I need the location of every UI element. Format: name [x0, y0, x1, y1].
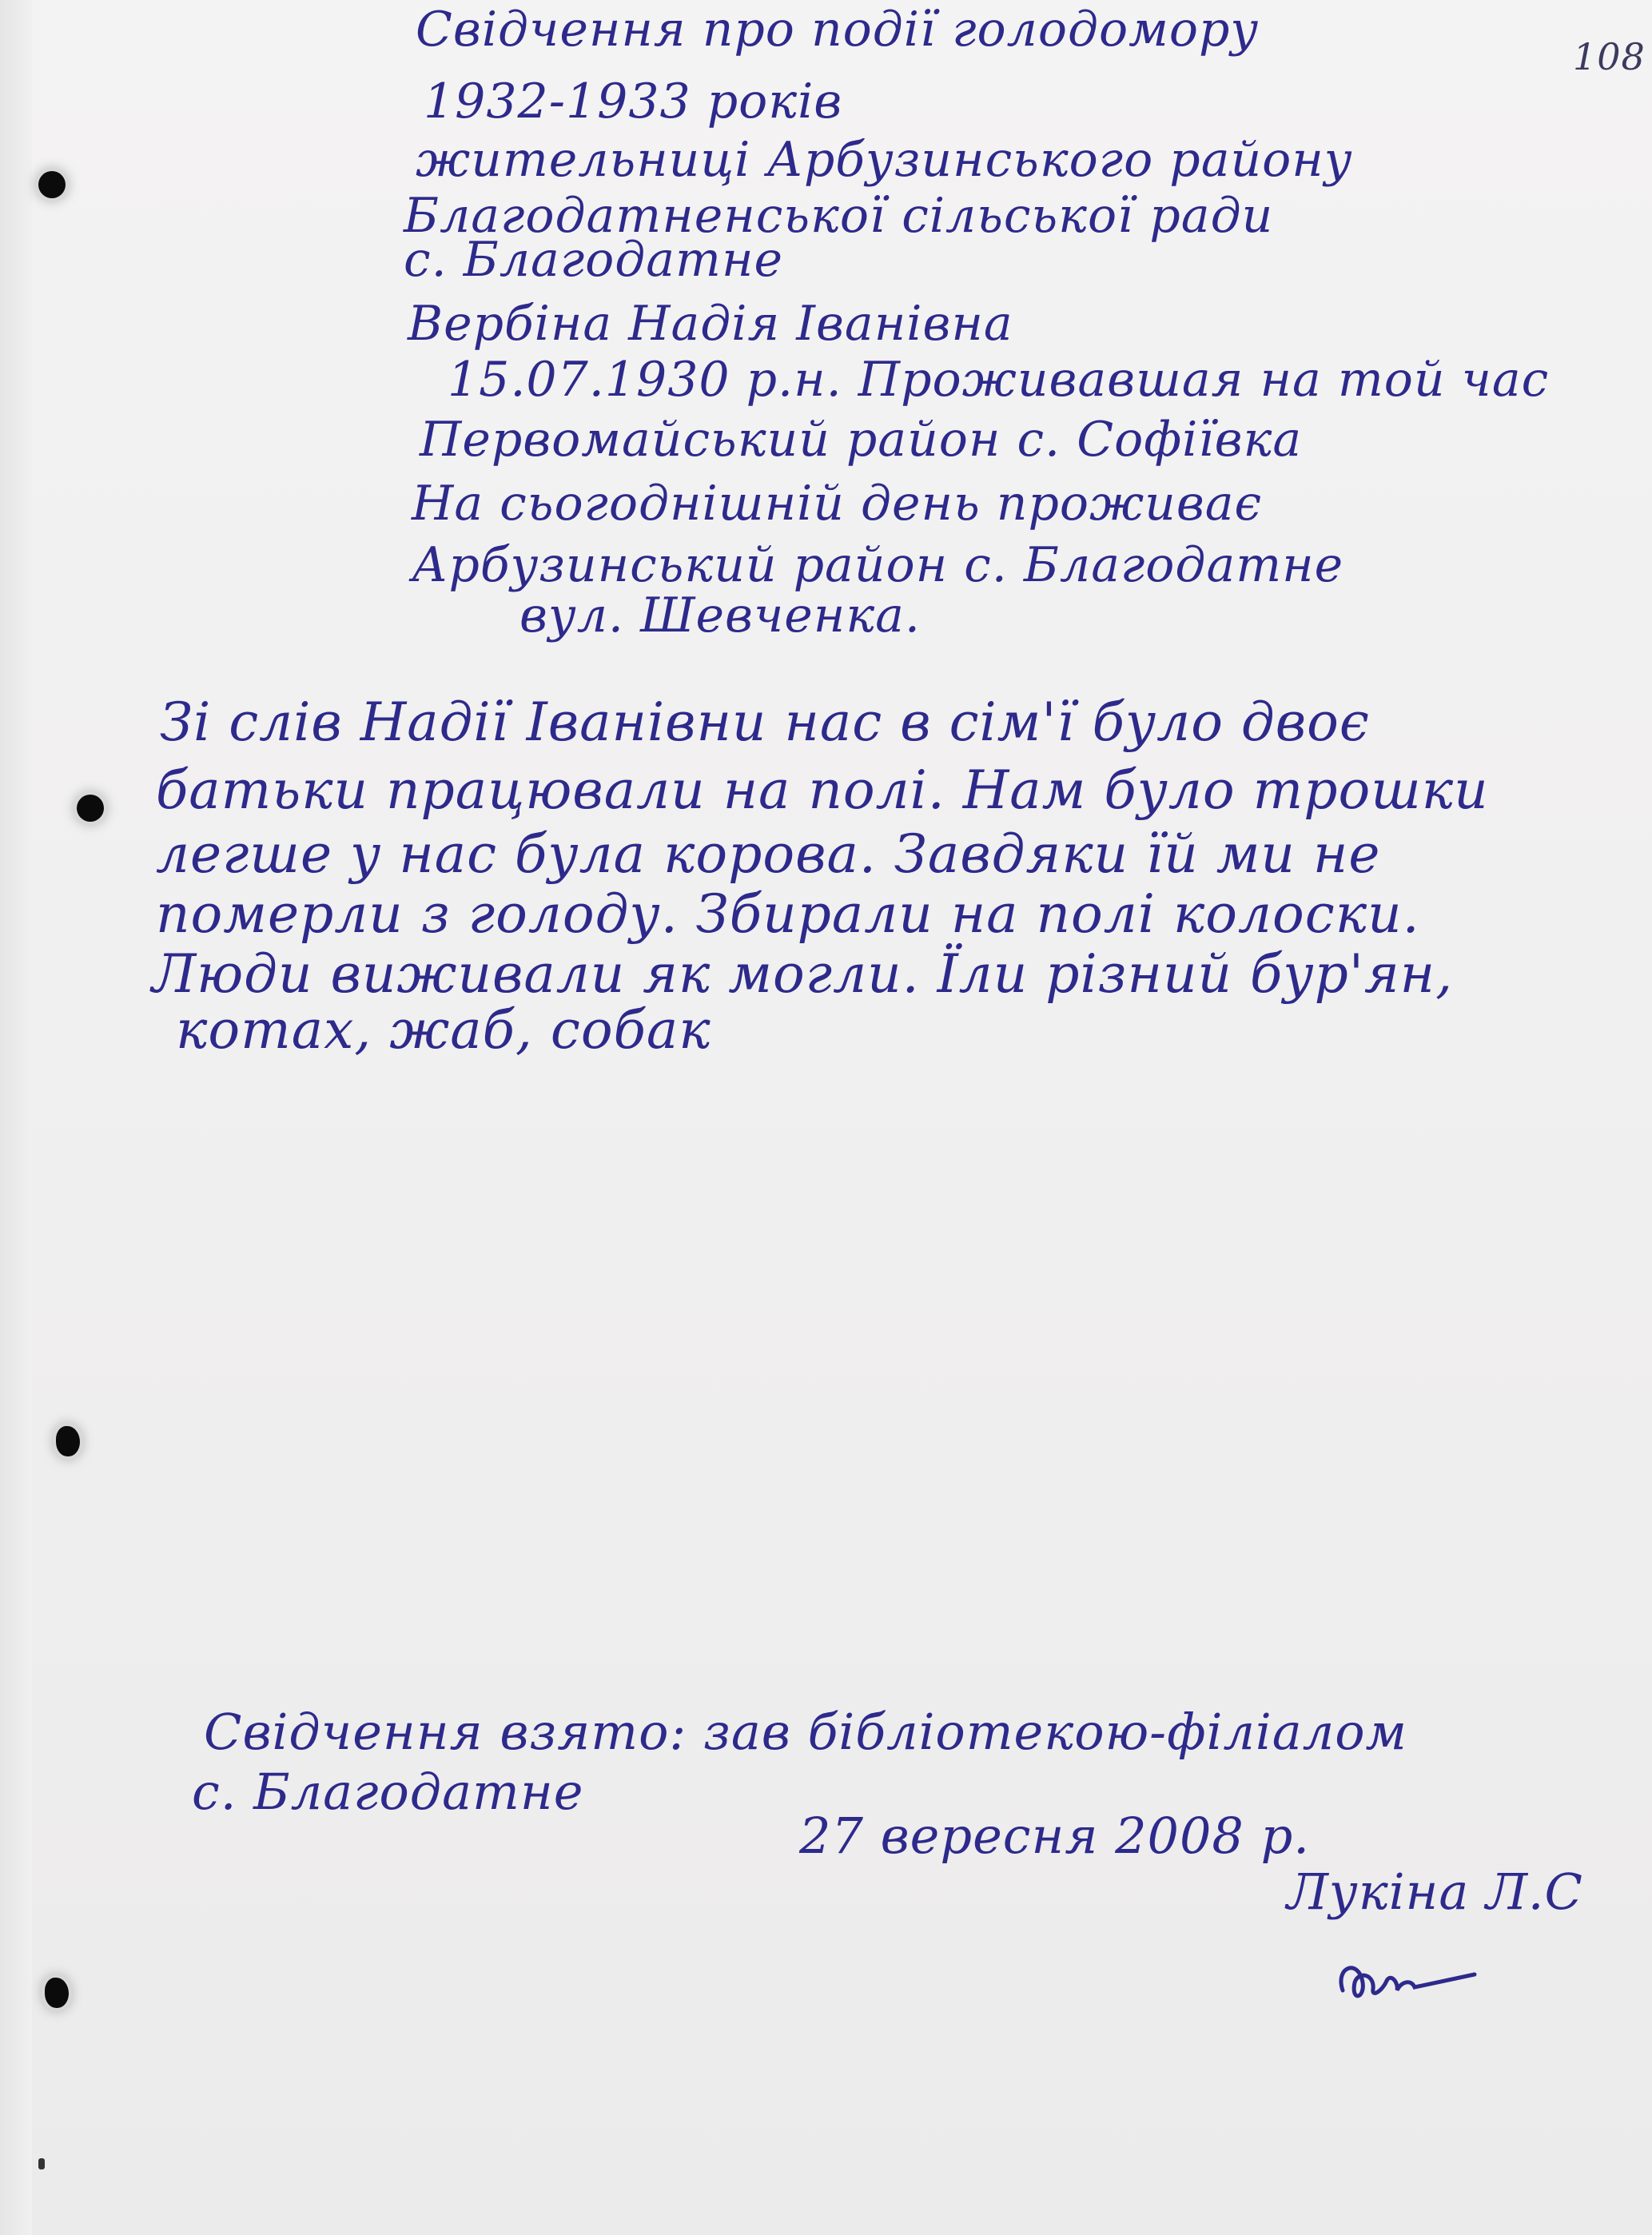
page-number: 108: [1573, 35, 1646, 78]
punch-hole: [45, 1978, 69, 2008]
header-line: вул. Шевченка.: [519, 588, 921, 643]
punch-hole: [77, 795, 104, 822]
testimony-line: котах, жаб, собак: [176, 999, 711, 1061]
testimony-line: Зі слів Надії Іванівни нас в сім'ї було двоє: [160, 691, 1370, 753]
header-line: с. Благодатне: [404, 232, 783, 288]
header-line: 1932-1933 років: [424, 74, 843, 129]
testimony-line: померли з голоду. Збирали на полі колоски.: [156, 883, 1420, 945]
village-line: с. Благодатне: [192, 1763, 584, 1821]
header-line: Благодатненської сільської ради: [404, 188, 1274, 244]
witness-name: Вербіна Надія Іванівна: [408, 296, 1013, 352]
signer-name: Лукіна Л.С: [1287, 1862, 1583, 1921]
header-line: Арбузинський район с. Благодатне: [412, 537, 1344, 593]
punch-hole: [38, 171, 66, 198]
header-line: Первомайський район с. Софіївка: [420, 412, 1303, 468]
ink-mark: [38, 2158, 45, 2169]
recorded-by-line: Свідчення взято: зав бібліотекою-філіалом: [204, 1703, 1407, 1761]
header-line: На сьогоднішній день проживає: [412, 476, 1263, 532]
punch-hole: [56, 1426, 80, 1456]
header-line: Свідчення про події голодомору: [416, 2, 1260, 58]
date-line: 27 вересня 2008 р.: [799, 1807, 1310, 1865]
header-line: 15.07.1930 р.н. Проживавшая на той час: [448, 352, 1550, 408]
testimony-line: батьки працювали на полі. Нам було трошки: [156, 759, 1489, 821]
testimony-line: легше у нас була корова. Завдяки їй ми не: [156, 823, 1381, 885]
page-binding-edge: [0, 0, 32, 2235]
header-line: жительниці Арбузинського району: [416, 132, 1353, 188]
testimony-line: Люди виживали як могли. Їли різний бур'ян,: [152, 943, 1454, 1005]
signature: [1327, 1934, 1487, 2022]
